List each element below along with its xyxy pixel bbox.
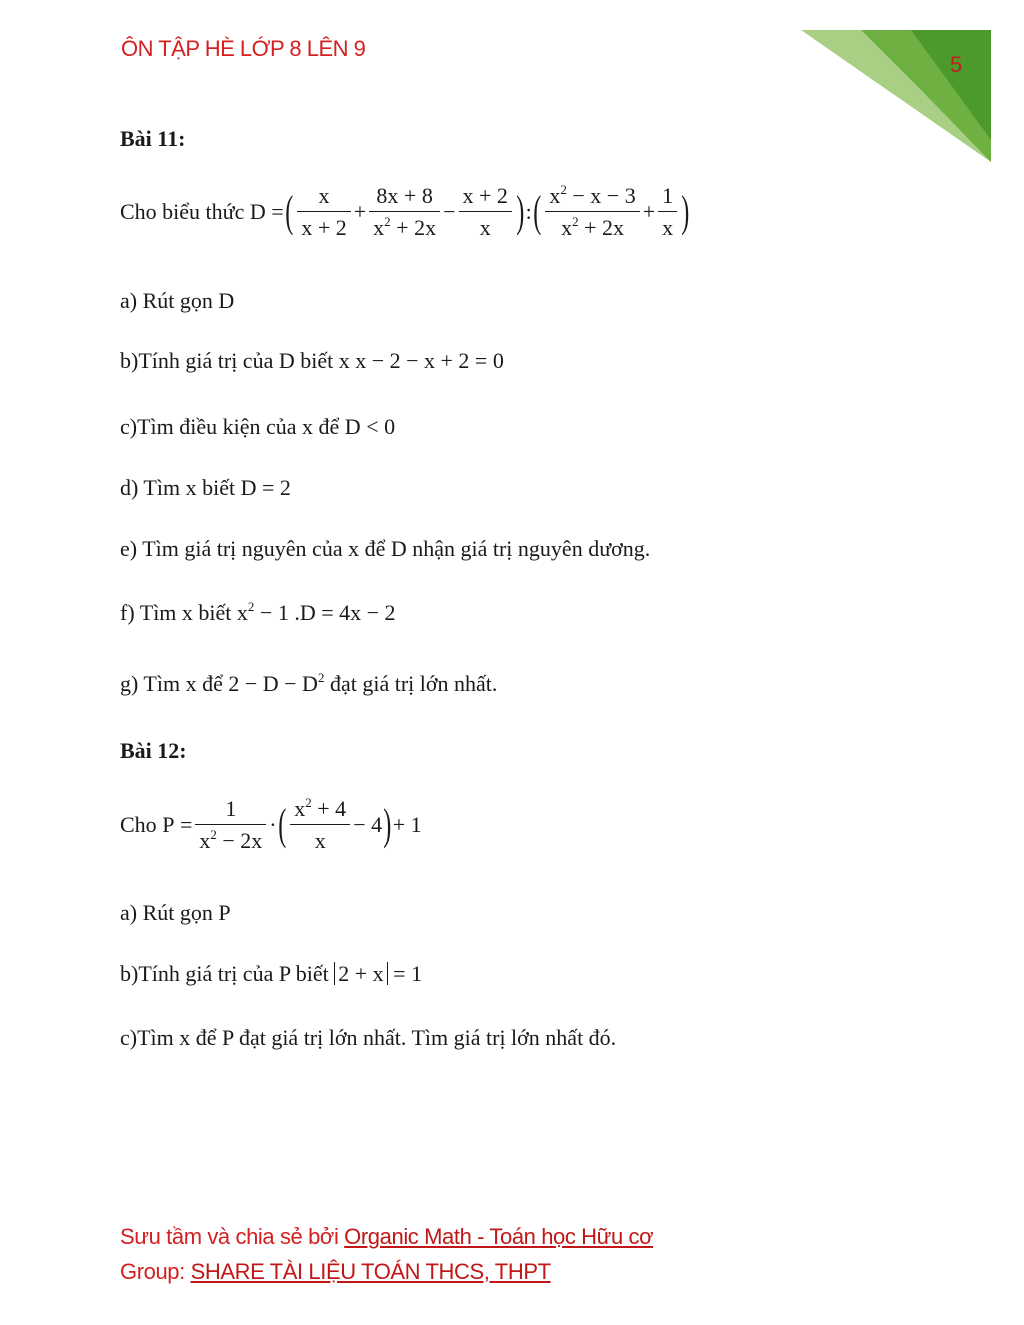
bai12-item-b: b)Tính giá trị của P biết 2 + x = 1	[120, 961, 423, 986]
bai11-item-c: c)Tìm điều kiện của x để D < 0	[120, 414, 396, 439]
fraction: $\frac{8x + 8}{x^2 + 2x}$	[369, 183, 440, 241]
bai11-item-b: b)Tính giá trị của D biết x x − 2 − x + 2 = 0	[120, 348, 504, 373]
bai11-intro: Cho biểu thức	[120, 198, 245, 224]
bai11-item-g: g) Tìm x để $2 - D - D^2$ đạt giá trị lớn nhất.	[120, 670, 498, 696]
bai11-item-e: e) Tìm giá trị nguyên của x để D nhận giá trị nguyên dương.	[120, 536, 651, 561]
footer-line-2: Group: SHARE TÀI LIỆU TOÁN THCS, THPT	[120, 1259, 551, 1284]
bai11-item-a: a) Rút gọn D	[120, 288, 235, 313]
bai11-item-f: f) Tìm x biết $x^2 - 1$ .D = 4x − 2	[120, 599, 396, 625]
fraction: $\frac{x + 2}{x}$	[459, 183, 512, 241]
share-group-link[interactable]: SHARE TÀI LIỆU TOÁN THCS, THPT	[190, 1259, 551, 1284]
page-number: 5	[950, 52, 963, 77]
fraction: $\frac{x^2 - x - 3}{x^2 + 2x}$	[545, 183, 639, 241]
fraction: $\frac{1}{x^2 - 2x}$	[195, 796, 266, 854]
fraction: $\frac{x}{x + 2}$	[297, 183, 350, 241]
bai12-item-c: c)Tìm x để P đạt giá trị lớn nhất. Tìm giá trị lớn nhất đó.	[120, 1025, 617, 1050]
fraction: $\frac{x^2 + 4}{x}$	[290, 796, 350, 854]
bai11-item-d: d) Tìm x biết D = 2	[120, 475, 291, 500]
fraction: $\frac{1}{x}$	[658, 183, 677, 241]
bai12-expression: Cho P = $\frac{1}{x^2 - 2x}$ · ( $\frac{x^2 + 4}{x}$ − 4 ) + 1	[120, 795, 422, 854]
bai12-title: Bài 12:	[120, 738, 187, 763]
organic-math-link[interactable]: Organic Math - Toán học Hữu cơ	[344, 1224, 654, 1249]
footer-line-1: Sưu tầm và chia sẻ bởi Organic Math - Toán học Hữu cơ	[120, 1224, 654, 1249]
bai11-title: Bài 11:	[120, 126, 186, 151]
bai12-item-a: a) Rút gọn P	[120, 900, 231, 925]
header-title: ÔN TẬP HÈ LỚP 8 LÊN 9	[121, 36, 366, 61]
bai11-expression: Cho biểu thức D = ( $\frac{x}{x + 2}$ + $\frac{8x + 8}{x^2 + 2x}$ − $\frac{x + 2}{x}$ ) : ( $\frac{x^2 - x - 3}{x^2 + 2x}$ + $\frac{1}{x}$ )	[120, 182, 690, 241]
bai12-intro: Cho	[120, 811, 157, 837]
corner-decoration	[801, 30, 991, 162]
